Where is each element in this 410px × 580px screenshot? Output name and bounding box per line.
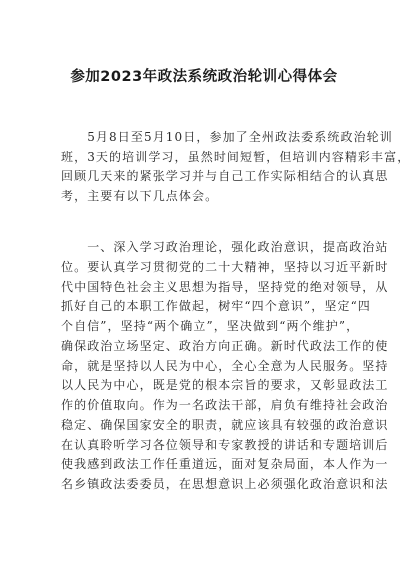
text-line: 使我感到政法工作任重道远，面对复杂局面，本人作为一 <box>61 457 389 472</box>
text-line: 在认真聆听学习各位领导和专家教授的讲话和专题培训后 <box>61 437 389 452</box>
text-line: 命，就是坚持以人民为中心，全心全意为人民服务。坚持 <box>61 358 389 373</box>
text-line: 一、深入学习政治理论，强化政治意识，提高政治站 <box>61 240 389 254</box>
document-title: 参加2023年政法系统政治轮训心得体会 <box>70 69 338 85</box>
text-line: 班，3天的培训学习，虽然时间短暂，但培训内容精彩丰富， <box>61 149 410 164</box>
text-line: 考，主要有以下几点体会。 <box>61 189 219 204</box>
text-line: 作的价值取向。作为一名政法干部，肩负有维持社会政治 <box>61 398 389 412</box>
text-line: 抓好自己的本职工作做起，树牢“四个意识”，坚定“四 <box>61 299 371 314</box>
text-line: 5月8日至5月10日，参加了全州政法委系统政治轮训 <box>61 130 393 144</box>
text-line: 位。要认真学习贯彻党的二十大精神，坚持以习近平新时 <box>61 259 389 274</box>
text-line: 确保政治立场坚定、政治方向正确。新时代政法工作的使 <box>61 338 389 353</box>
text-line: 个自信”，坚持“两个确立”，坚决做到“两个维护”， <box>61 319 360 333</box>
text-line: 代中国特色社会主义思想为指导，坚持党的绝对领导，从 <box>61 279 389 294</box>
text-line: 名乡镇政法委委员，在思想意识上必须强化政治意识和法 <box>61 477 389 491</box>
paragraph-intro <box>61 128 410 207</box>
text-line: 稳定、确保国家安全的职责，就应该具有较强的政治意识 <box>61 417 389 432</box>
text-line: 以人民为中心，既是党的根本宗旨的要求，又彰显政法工 <box>61 378 389 393</box>
text-line: 回顾几天来的紧张学习并与自己工作实际相结合的认真思 <box>61 169 389 184</box>
paragraph-section-one <box>61 238 389 495</box>
